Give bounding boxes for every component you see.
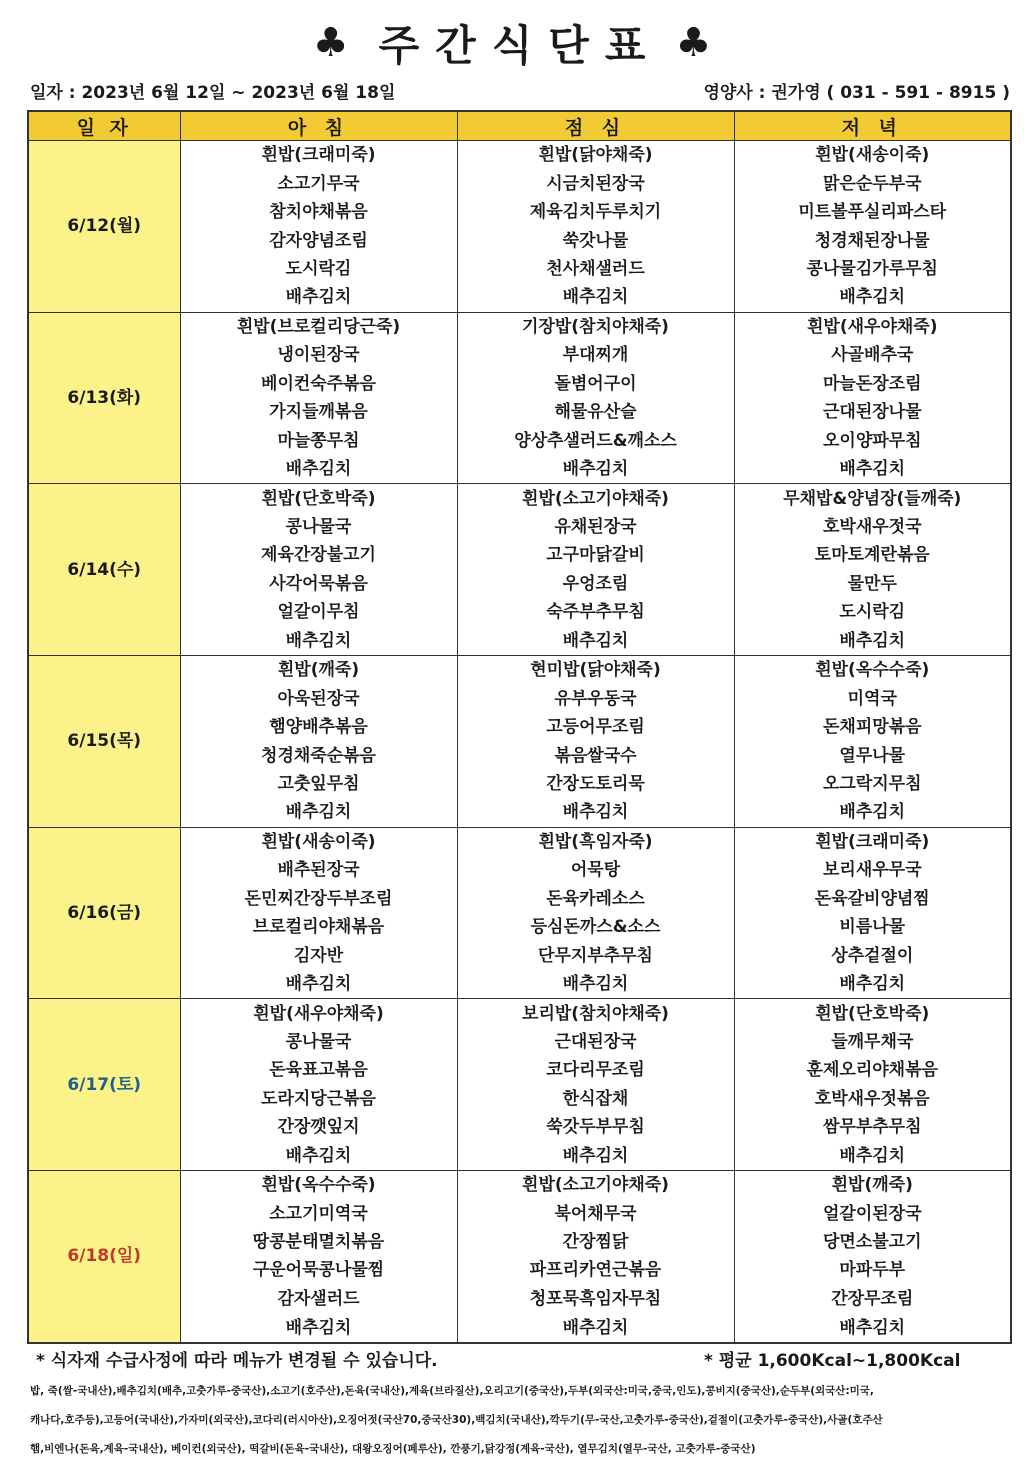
menu-table [27, 110, 1012, 1344]
notes [36, 1346, 986, 1370]
dinner-item: 미트볼푸실리파스타 [734, 198, 1011, 226]
dinner-item: 당면소불고기 [734, 1228, 1011, 1256]
breakfast-item: 마늘쫑무침 [180, 426, 457, 454]
dinner-item: 배추김치 [734, 970, 1011, 999]
dinner-item: 청경채된장나물 [734, 226, 1011, 254]
dinner-item: 돈육갈비양념찜 [734, 885, 1011, 913]
breakfast-item: 배추김치 [180, 1141, 457, 1170]
lunch-item: 유부우동국 [457, 684, 734, 712]
lunch-item: 흰밥(흑임자죽) [457, 827, 734, 856]
day-label: 6/13(화) [28, 312, 180, 484]
breakfast-item: 흰밥(크래미죽) [180, 141, 457, 170]
lunch-item: 쑥갓나물 [457, 226, 734, 254]
change-notice: * 식자재 수급사정에 따라 메뉴가 변경될 수 있습니다. [36, 1351, 438, 1371]
menu-row [28, 141, 1011, 170]
breakfast-item: 김자반 [180, 941, 457, 969]
club-icon: ♣ [312, 20, 349, 66]
header-date: 일 자 [28, 111, 180, 141]
lunch-item: 쑥갓두부무침 [457, 1113, 734, 1141]
dinner-item: 배추김치 [734, 627, 1011, 656]
dinner-item: 토마토계란볶음 [734, 541, 1011, 569]
lunch-item: 시금치된장국 [457, 169, 734, 197]
breakfast-item: 배추김치 [180, 970, 457, 999]
dinner-item: 마파두부 [734, 1256, 1011, 1284]
breakfast-item: 제육간장불고기 [180, 541, 457, 569]
menu-row [28, 999, 1011, 1028]
header-breakfast: 아 침 [180, 111, 457, 141]
breakfast-item: 배추된장국 [180, 856, 457, 884]
header-lunch: 점 심 [457, 111, 734, 141]
origin-line: 캐나다,호주등),고등어(국내산),가자미(외국산),코다리(러시아산),오징어젓(국산70,중국산30),백김치(국내산),깍두기(무-국산,고춧가루-중국산),겉절이(고춧가루-중국산),사골(호주산 [30, 1414, 883, 1426]
lunch-item: 현미밥(닭야채죽) [457, 655, 734, 684]
lunch-item: 청포묵흑임자무침 [457, 1285, 734, 1313]
dinner-item: 호박새우젓국 [734, 513, 1011, 541]
lunch-item: 배추김치 [457, 455, 734, 484]
dietitian-contact: 영양사 : 권가영 ( 031 - 591 - 8915 ) [703, 83, 1010, 103]
breakfast-item: 흰밥(새우야채죽) [180, 999, 457, 1028]
lunch-item: 고구마닭갈비 [457, 541, 734, 569]
dinner-item: 흰밥(새송이죽) [734, 141, 1011, 170]
lunch-item: 간장도토리묵 [457, 770, 734, 798]
breakfast-item: 청경채죽순볶음 [180, 741, 457, 769]
breakfast-item: 사각어묵볶음 [180, 570, 457, 598]
breakfast-item: 가지들깨볶음 [180, 398, 457, 426]
dinner-item: 훈제오리야채볶음 [734, 1056, 1011, 1084]
day-label: 6/18(일) [28, 1170, 180, 1343]
day-label: 6/14(수) [28, 484, 180, 656]
breakfast-item: 얼갈이무침 [180, 598, 457, 626]
dinner-item: 배추김치 [734, 1141, 1011, 1170]
lunch-item: 배추김치 [457, 627, 734, 656]
menu-row [28, 655, 1011, 684]
breakfast-item: 돈민찌간장두부조림 [180, 885, 457, 913]
dinner-item: 미역국 [734, 684, 1011, 712]
day-label: 6/16(금) [28, 827, 180, 999]
breakfast-item: 브로컬리야채볶음 [180, 913, 457, 941]
lunch-item: 제육김치두루치기 [457, 198, 734, 226]
lunch-item: 파프리카연근볶음 [457, 1256, 734, 1284]
breakfast-item: 베이컨숙주볶음 [180, 370, 457, 398]
lunch-item: 천사채샐러드 [457, 255, 734, 283]
breakfast-item: 흰밥(옥수수죽) [180, 1170, 457, 1199]
dinner-item: 근대된장나물 [734, 398, 1011, 426]
lunch-item: 돌볌어구이 [457, 370, 734, 398]
lunch-item: 유채된장국 [457, 513, 734, 541]
dinner-item: 보리새우무국 [734, 856, 1011, 884]
dinner-item: 사골배추국 [734, 341, 1011, 369]
lunch-item: 간장찜닭 [457, 1228, 734, 1256]
lunch-item: 흰밥(소고기야채죽) [457, 484, 734, 513]
menu-row [28, 484, 1011, 513]
lunch-item: 북어채무국 [457, 1199, 734, 1227]
dinner-item: 배추김치 [734, 283, 1011, 312]
day-label: 6/15(목) [28, 655, 180, 827]
breakfast-item: 도시락김 [180, 255, 457, 283]
breakfast-item: 참치야채볶음 [180, 198, 457, 226]
lunch-item: 흰밥(닭야채죽) [457, 141, 734, 170]
origin-line: 밥, 죽(쌀-국내산),배추김치(배추,고춧가루-중국산),소고기(호주산),돈육(국내산),계육(브라질산),오리고기(중국산),두부(외국산:미국,중국,인도),콩비지(중국산),순두부(외국산:미국, [30, 1385, 874, 1397]
lunch-item: 한식잡채 [457, 1085, 734, 1113]
breakfast-item: 도라지당근볶음 [180, 1085, 457, 1113]
breakfast-item: 흰밥(새송이죽) [180, 827, 457, 856]
page-title [0, 14, 1024, 72]
dinner-item: 배추김치 [734, 1313, 1011, 1343]
menu-row [28, 1170, 1011, 1199]
breakfast-item: 소고기무국 [180, 169, 457, 197]
dinner-item: 오그락지무침 [734, 770, 1011, 798]
calorie-notice: * 평균 1,600Kcal~1,800Kcal [704, 1351, 961, 1371]
dinner-item: 쌈무부추무침 [734, 1113, 1011, 1141]
lunch-item: 해물유산슬 [457, 398, 734, 426]
dinner-item: 흰밥(깨죽) [734, 1170, 1011, 1199]
dinner-item: 비름나물 [734, 913, 1011, 941]
lunch-item: 배추김치 [457, 798, 734, 827]
dinner-item: 무채밥&양념장(들깨죽) [734, 484, 1011, 513]
dinner-item: 돈채피망볶음 [734, 713, 1011, 741]
dinner-item: 얼갈이된장국 [734, 1199, 1011, 1227]
lunch-item: 근대된장국 [457, 1028, 734, 1056]
day-label: 6/17(토) [28, 999, 180, 1171]
lunch-item: 배추김치 [457, 1313, 734, 1343]
dinner-item: 흰밥(크래미죽) [734, 827, 1011, 856]
header-row [28, 111, 1011, 141]
lunch-item: 숙주부추무침 [457, 598, 734, 626]
lunch-item: 볶음쌀국수 [457, 741, 734, 769]
header-info [30, 78, 1010, 104]
origin-line: 햄,비엔나(돈육,계육-국내산), 베이컨(외국산), 떡갈비(돈육-국내산), 대왕오징어(페루산), 깐풍기,닭강정(계육-국산), 열무김치(열무-국산, 고춧가루-중국산) [30, 1443, 756, 1455]
lunch-item: 배추김치 [457, 1141, 734, 1170]
breakfast-item: 고춧잎무침 [180, 770, 457, 798]
dinner-item: 배추김치 [734, 798, 1011, 827]
dinner-item: 오이양파무침 [734, 426, 1011, 454]
breakfast-item: 배추김치 [180, 283, 457, 312]
lunch-item: 코다리무조림 [457, 1056, 734, 1084]
breakfast-item: 햄양배추볶음 [180, 713, 457, 741]
breakfast-item: 소고기미역국 [180, 1199, 457, 1227]
breakfast-item: 간장깻잎지 [180, 1113, 457, 1141]
lunch-item: 단무지부추무침 [457, 941, 734, 969]
lunch-item: 보리밥(참치야채죽) [457, 999, 734, 1028]
club-icon: ♣ [675, 20, 712, 66]
breakfast-item: 감자샐러드 [180, 1285, 457, 1313]
lunch-item: 배추김치 [457, 970, 734, 999]
dinner-item: 도시락김 [734, 598, 1011, 626]
title-text: 주간식단표 [378, 21, 662, 70]
dinner-item: 흰밥(옥수수죽) [734, 655, 1011, 684]
lunch-item: 부대찌개 [457, 341, 734, 369]
lunch-item: 돈육카레소스 [457, 885, 734, 913]
breakfast-item: 감자양념조림 [180, 226, 457, 254]
lunch-item: 어묵탕 [457, 856, 734, 884]
breakfast-item: 콩나물국 [180, 513, 457, 541]
breakfast-item: 땅콩분태멸치볶음 [180, 1228, 457, 1256]
lunch-item: 고등어무조림 [457, 713, 734, 741]
date-range: 일자 : 2023년 6월 12일 ~ 2023년 6월 18일 [30, 83, 396, 103]
breakfast-item: 흰밥(단호박죽) [180, 484, 457, 513]
lunch-item: 우엉조림 [457, 570, 734, 598]
dinner-item: 열무나물 [734, 741, 1011, 769]
dinner-item: 마늘돈장조림 [734, 370, 1011, 398]
dinner-item: 간장무조림 [734, 1285, 1011, 1313]
lunch-item: 기장밥(참치야채죽) [457, 312, 734, 341]
lunch-item: 양상추샐러드&깨소스 [457, 426, 734, 454]
breakfast-item: 흰밥(깨죽) [180, 655, 457, 684]
breakfast-item: 배추김치 [180, 627, 457, 656]
menu-row [28, 312, 1011, 341]
menu-row [28, 827, 1011, 856]
dinner-item: 호박새우젓볶음 [734, 1085, 1011, 1113]
breakfast-item: 배추김치 [180, 1313, 457, 1343]
dinner-item: 들깨무채국 [734, 1028, 1011, 1056]
breakfast-item: 구운어묵콩나물찜 [180, 1256, 457, 1284]
menu-body [28, 141, 1011, 1344]
breakfast-item: 콩나물국 [180, 1028, 457, 1056]
lunch-item: 배추김치 [457, 283, 734, 312]
dinner-item: 배추김치 [734, 455, 1011, 484]
breakfast-item: 배추김치 [180, 455, 457, 484]
lunch-item: 등심돈까스&소스 [457, 913, 734, 941]
breakfast-item: 배추김치 [180, 798, 457, 827]
breakfast-item: 아욱된장국 [180, 684, 457, 712]
dinner-item: 상추겉절이 [734, 941, 1011, 969]
dinner-item: 흰밥(단호박죽) [734, 999, 1011, 1028]
dinner-item: 맑은순두부국 [734, 169, 1011, 197]
breakfast-item: 냉이된장국 [180, 341, 457, 369]
lunch-item: 흰밥(소고기야채죽) [457, 1170, 734, 1199]
dinner-item: 물만두 [734, 570, 1011, 598]
dinner-item: 흰밥(새우야채죽) [734, 312, 1011, 341]
breakfast-item: 돈육표고볶음 [180, 1056, 457, 1084]
dinner-item: 콩나물김가루무침 [734, 255, 1011, 283]
header-dinner: 저 녁 [734, 111, 1011, 141]
breakfast-item: 흰밥(브로컬리당근죽) [180, 312, 457, 341]
day-label: 6/12(월) [28, 141, 180, 313]
